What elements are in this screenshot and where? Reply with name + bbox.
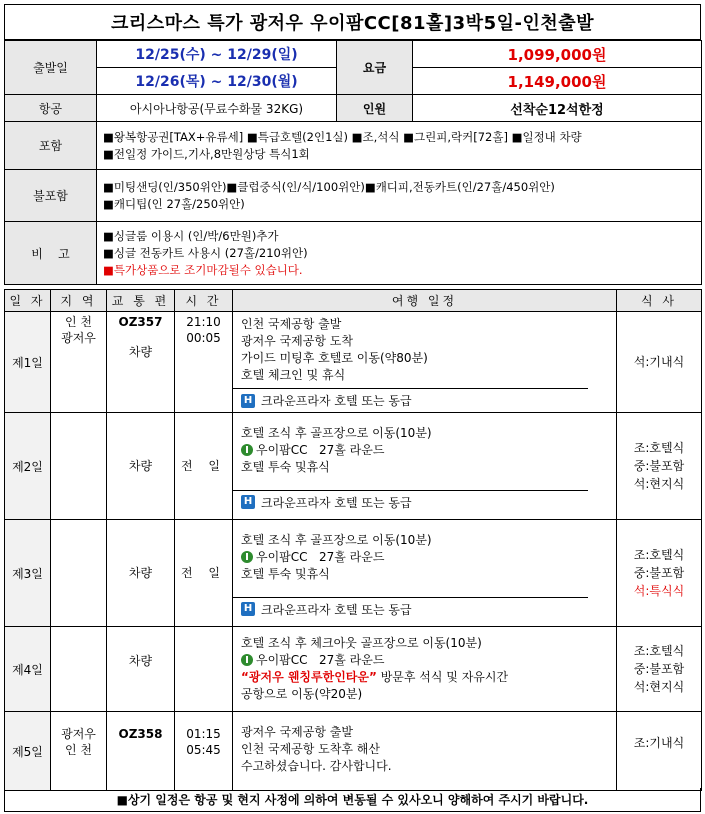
- hotel-info: [233, 490, 588, 514]
- header-day: 일 자: [5, 290, 51, 312]
- exclude-list: [97, 170, 702, 222]
- schedule-line: 수고하셨습니다. 감사합니다.: [241, 759, 392, 773]
- meal-line: 석:특식식: [633, 584, 685, 598]
- transport-cell: [107, 413, 175, 520]
- schedule-line: 호텔 체크인 및 휴식: [241, 368, 346, 382]
- hotel-info: [233, 388, 588, 412]
- meal-line: 조:호텔식: [633, 644, 685, 658]
- meal-cell: [617, 413, 702, 520]
- departure-label: 출발일: [5, 41, 97, 95]
- schedule-line: 우이팜CC 27홀 라운드: [241, 652, 608, 669]
- meal-line: 석:기내식: [633, 355, 685, 369]
- time-line: 05:45: [186, 743, 221, 757]
- golf-ball-icon: [241, 444, 253, 456]
- page-title: 크리스마스 특가 광저우 우이팜CC[81홀]3박5일-인천출발: [4, 4, 701, 40]
- region-cell: [51, 520, 107, 627]
- itinerary-table: [4, 289, 702, 791]
- schedule-line: 공항으로 이동(약20분): [241, 687, 363, 701]
- schedule-line: 광저우 국제공항 도착: [241, 334, 353, 348]
- include-list: [97, 122, 702, 170]
- schedule-line: 가이드 미팅후 호텔로 이동(약80분): [241, 351, 428, 365]
- schedule-cell: [233, 312, 617, 413]
- schedule-line: 인천 국제공항 출발: [241, 317, 342, 331]
- time-cell: [175, 712, 233, 791]
- golf-ball-icon: [241, 551, 253, 563]
- time-line: 21:10: [186, 315, 221, 329]
- time-line: 전 일: [181, 459, 226, 473]
- meal-cell: [617, 520, 702, 627]
- region-cell: [51, 712, 107, 791]
- schedule-line: 우이팜CC 27홀 라운드: [241, 549, 608, 566]
- hotel-info: [233, 597, 588, 621]
- transport-line: 차량: [128, 459, 153, 473]
- day-label: 제1일: [5, 312, 51, 413]
- meal-cell: [617, 712, 702, 791]
- region-cell: [51, 627, 107, 712]
- region-line: 인 천: [65, 743, 92, 757]
- schedule-line: 인천 국제공항 도착후 해산: [241, 742, 380, 756]
- time-cell: [175, 520, 233, 627]
- header-region: 지 역: [51, 290, 107, 312]
- meal-line: 석:현지식: [633, 477, 685, 491]
- schedule-line: 호텔 조식 후 골프장으로 이동(10분): [241, 425, 432, 440]
- header-schedule: 여행 일정: [233, 290, 617, 312]
- transport-cell: [107, 520, 175, 627]
- schedule-line: “광저우 웬칭루한인타운” 방문후 석식 및 자유시간: [241, 670, 509, 684]
- flight-code: OZ358: [118, 727, 163, 741]
- note-warning: ■특가상품으로 조기마감될수 있습니다.: [103, 262, 303, 277]
- hotel-icon: H: [241, 495, 255, 509]
- table-row: [5, 413, 702, 520]
- price-2: 1,149,000원: [413, 68, 702, 95]
- time-cell: [175, 413, 233, 520]
- table-row: [5, 627, 702, 712]
- include-line: ■왕복항공권[TAX+유류세] ■특급호텔(2인1실) ■조,석식 ■그린피,락커[72홀] ■일정내 차량: [103, 129, 582, 144]
- include-label: 포함: [5, 122, 97, 170]
- highlight-text: “광저우 웬칭루한인타운”: [241, 670, 377, 684]
- region-cell: [51, 413, 107, 520]
- table-row: [5, 520, 702, 627]
- meal-line: 중:불포함: [633, 662, 685, 676]
- transport-line: 차량: [128, 345, 153, 359]
- meal-line: 조:호텔식: [633, 441, 685, 455]
- schedule-cell: [233, 413, 617, 520]
- schedule-line: 호텔 조식 후 골프장으로 이동(10분): [241, 532, 432, 547]
- hotel-name: 크라운프라자 호텔 또는 동급: [261, 495, 412, 510]
- day-label: 제3일: [5, 520, 51, 627]
- region-cell: [51, 312, 107, 413]
- time-cell: [175, 312, 233, 413]
- meal-line: 중:불포함: [633, 459, 685, 473]
- hotel-icon: H: [241, 602, 255, 616]
- day-label: 제4일: [5, 627, 51, 712]
- exclude-line: ■캐디팁(인 27홀/250위안): [103, 196, 245, 211]
- flight-code: OZ357: [118, 315, 163, 329]
- header-time: 시 간: [175, 290, 233, 312]
- time-line: 전 일: [181, 566, 226, 580]
- hotel-name: 크라운프라자 호텔 또는 동급: [261, 394, 412, 408]
- time-line: 01:15: [186, 727, 221, 741]
- meal-line: 조:호텔식: [633, 548, 685, 562]
- footer-notice: ■상기 일정은 항공 및 현지 사정에 의하여 변동될 수 있사오니 양해하여 주시기 바랍니다.: [4, 788, 701, 812]
- region-line: 광저우: [61, 331, 96, 345]
- note-line: ■싱글 전동카트 사용시 (27홀/210위안): [103, 245, 308, 260]
- schedule-line: 광저우 국제공항 출발: [241, 725, 353, 739]
- golf-ball-icon: [241, 654, 253, 666]
- day-label: 제5일: [5, 712, 51, 791]
- note-label: 비 고: [5, 222, 97, 285]
- note-list: [97, 222, 702, 285]
- region-line: 광저우: [61, 727, 96, 741]
- airline-value: 아시아나항공(무료수화물 32KG): [97, 95, 337, 122]
- departure-date-2: 12/26(목) ~ 12/30(월): [97, 68, 337, 95]
- schedule-line: 호텔 투숙 및휴식: [241, 566, 330, 581]
- meal-line: 석:현지식: [633, 680, 685, 694]
- transport-cell: [107, 627, 175, 712]
- hotel-icon: H: [241, 394, 255, 408]
- departure-date-1: 12/25(수) ~ 12/29(일): [97, 41, 337, 68]
- table-row: [5, 312, 702, 413]
- table-row: [5, 712, 702, 791]
- header-transport: 교 통 편: [107, 290, 175, 312]
- meal-line: 조:기내식: [633, 736, 685, 750]
- include-line: ■전일정 가이드,기사,8만원상당 특식1회: [103, 146, 310, 161]
- exclude-line: ■미팅샌딩(인/350위안)■클럽중식(인/식/100위안)■캐디피,전동카트(인/27홀/450위안): [103, 179, 555, 194]
- price-1: 1,099,000원: [413, 41, 702, 68]
- meal-cell: [617, 312, 702, 413]
- transport-cell: [107, 312, 175, 413]
- schedule-cell: [233, 627, 617, 712]
- header-meals: 식 사: [617, 290, 702, 312]
- meal-cell: [617, 627, 702, 712]
- time-line: 00:05: [186, 331, 221, 345]
- hotel-name: 크라운프라자 호텔 또는 동급: [261, 602, 412, 617]
- day-label: 제2일: [5, 413, 51, 520]
- time-cell: [175, 627, 233, 712]
- meal-line: 중:불포함: [633, 566, 685, 580]
- transport-cell: [107, 712, 175, 791]
- note-line: ■싱글룸 이용시 (인/박/6만원)추가: [103, 228, 279, 243]
- schedule-line: 호텔 조식 후 체크아웃 골프장으로 이동(10분): [241, 636, 482, 650]
- people-label: 인원: [337, 95, 413, 122]
- transport-line: 차량: [128, 566, 153, 580]
- transport-line: 차량: [128, 654, 153, 668]
- region-line: 인 천: [65, 315, 92, 329]
- people-value: 선착순12석한정: [413, 95, 702, 122]
- schedule-line: 호텔 투숙 및휴식: [241, 459, 330, 474]
- schedule-cell: [233, 520, 617, 627]
- schedule-line: 우이팜CC 27홀 라운드: [241, 442, 608, 459]
- airline-label: 항공: [5, 95, 97, 122]
- info-table: [4, 40, 702, 285]
- fee-label: 요금: [337, 41, 413, 95]
- exclude-label: 불포함: [5, 170, 97, 222]
- schedule-cell: [233, 712, 617, 791]
